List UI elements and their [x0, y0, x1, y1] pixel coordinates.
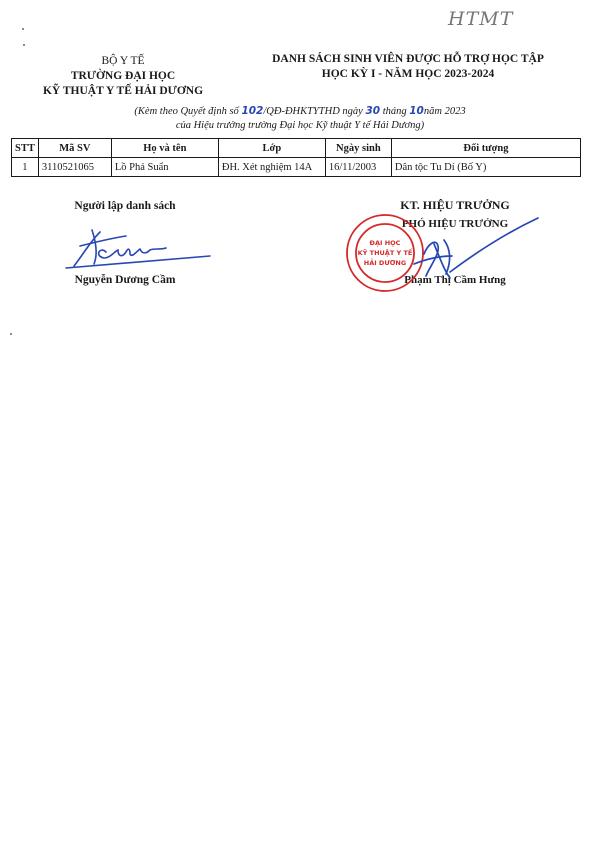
- svg-text:ĐẠI HỌC: ĐẠI HỌC: [369, 239, 401, 247]
- margin-mark: [23, 44, 25, 46]
- col-header-stt: STT: [12, 139, 39, 158]
- subtitle-line2: của Hiệu trưởng trường Đại học Kỹ thuật Y tế Hải Dương): [175, 120, 425, 131]
- margin-mark: [10, 333, 12, 335]
- decision-reference: [60, 104, 540, 133]
- preparer-name: Nguyễn Dương Cầm: [74, 274, 176, 286]
- subtitle-text: /QĐ-ĐHKTYTHD ngày: [263, 106, 366, 117]
- document-title-line2: HỌC KỲ I - NĂM HỌC 2023-2024: [321, 68, 495, 80]
- table-row: [12, 158, 581, 177]
- cell-birth-date: 16/11/2003: [325, 158, 391, 177]
- decision-number: 102: [241, 105, 264, 117]
- table-header-row: [12, 139, 581, 158]
- document-title: [238, 52, 578, 82]
- student-table: [11, 138, 581, 177]
- issuer-header: [18, 54, 228, 99]
- preparer-handwritten-signature: [60, 222, 220, 282]
- school-name-line1: TRƯỜNG ĐẠI HỌC: [70, 70, 176, 82]
- svg-text:KỸ THUẬT Y TẾ: KỸ THUẬT Y TẾ: [357, 249, 413, 257]
- cell-student-id: 3110521065: [38, 158, 111, 177]
- school-name-line2: KỸ THUẬT Y TẾ HẢI DƯƠNG: [42, 85, 204, 97]
- cell-full-name: Lồ Phả Suẩn: [111, 158, 218, 177]
- svg-text:HẢI DƯƠNG: HẢI DƯƠNG: [363, 259, 407, 267]
- principal-handwritten-signature: [404, 214, 544, 294]
- decision-month: 10: [409, 105, 424, 117]
- decision-day: 30: [365, 105, 381, 117]
- ministry-name: BỘ Y TẾ: [101, 55, 145, 67]
- handwritten-note: HTMT: [448, 8, 514, 30]
- signer-authority-title: KT. HIỆU TRƯỞNG: [400, 198, 510, 212]
- col-header-birth-date: Ngày sinh: [325, 139, 391, 158]
- signer-position-title: PHÓ HIỆU TRƯỞNG: [401, 218, 509, 230]
- col-header-class: Lớp: [218, 139, 325, 158]
- cell-class: ĐH. Xét nghiệm 14A: [218, 158, 325, 177]
- cell-category: Dân tộc Tu Dí (Bố Y): [391, 158, 580, 177]
- margin-mark: [22, 28, 24, 30]
- col-header-full-name: Họ và tên: [111, 139, 218, 158]
- col-header-student-id: Mã SV: [38, 139, 111, 158]
- subtitle-text: tháng: [380, 106, 410, 117]
- cell-stt: 1: [12, 158, 39, 177]
- col-header-category: Đối tượng: [391, 139, 580, 158]
- subtitle-text: năm 2023: [423, 106, 466, 117]
- subtitle-text: (Kèm theo Quyết định số: [134, 106, 242, 117]
- signer-name: Phạm Thị Cầm Hưng: [404, 274, 506, 286]
- document-title-line1: DANH SÁCH SINH VIÊN ĐƯỢC HỖ TRỢ HỌC TẬP: [272, 53, 544, 65]
- preparer-title: Người lập danh sách: [74, 200, 176, 212]
